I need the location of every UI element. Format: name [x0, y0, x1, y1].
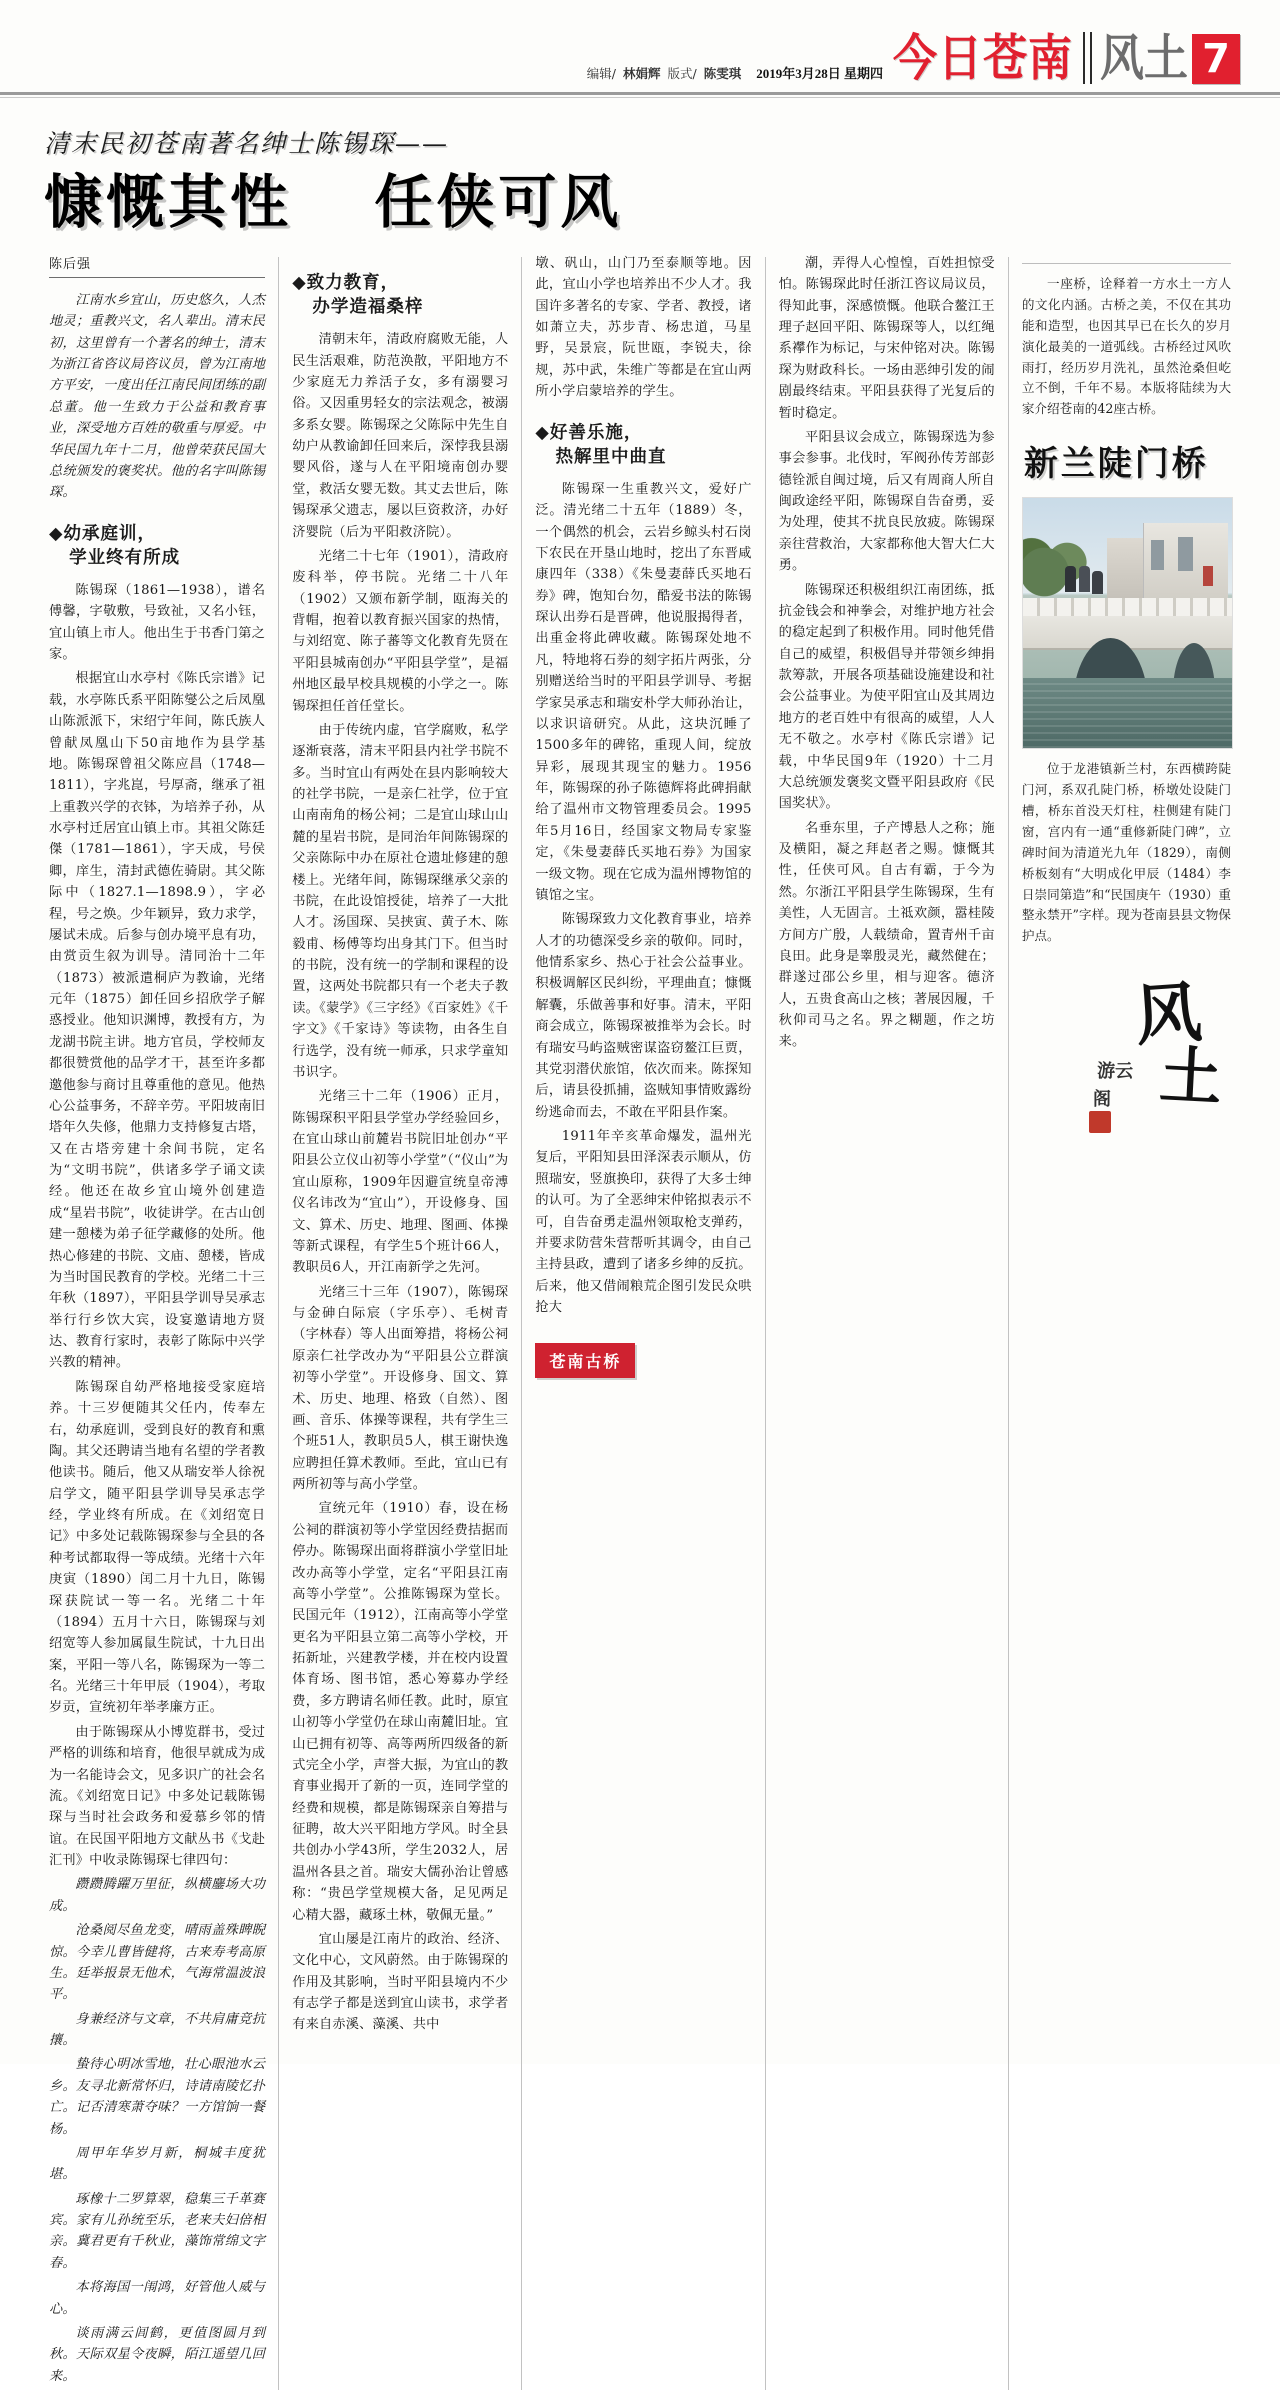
paper-title: 今日苍南 — [893, 30, 1073, 88]
layout-name: 陈雯琪 — [703, 66, 742, 81]
column-3 — [522, 253, 764, 1379]
masthead-credits — [587, 63, 883, 86]
photo-building — [1143, 523, 1228, 598]
verse-line: 本将海国一闱鸿，好管他人威与心。 — [49, 2280, 266, 2317]
paragraph: 陈锡琛（1861—1938），谱名傅馨，字敬敷，号致祉，又名小钰，宜山镇上市人。他出生于书香门第之家。 — [49, 582, 266, 663]
photo-bridge-railing — [1023, 598, 1232, 616]
paragraph: 光绪三十二年（1906）正月，陈锡琛积平阳县学堂办学经验回乡，在宜山球山前麓岩书院旧址创办“平阳县公立仪山初等小学堂”（“仪山”为宜山原称，1909年因避宣统皇帝溥仪名讳改为“宜山”），开设修身、国文、算术、历史、地理、图画、体操等新式课程，有学生5个班计66人，教职员6人，开江南新学之先河。 — [292, 1089, 509, 1276]
lead-paragraph: 江南水乡宜山，历史悠久，人杰地灵；重教兴文，名人辈出。清末民初，这里曾有一个著名的绅士，清末为浙江省咨议局咨议员，曾为江南地方平安，一度出任江南民间团练的副总董。他一生致力于公益和教育事业，深受地方百姓的敬重与厚爱。中华民国九年十二月，他曾荣获民国大总统颁发的褒奖状。他的名字叫陈锡琛。 — [49, 292, 266, 501]
photo-person — [1092, 571, 1103, 594]
masthead — [0, 0, 1280, 92]
section-heading-3-line1: ◆好善乐施， — [535, 422, 643, 443]
page-number-badge: 7 — [1192, 34, 1240, 84]
paragraph: 陈锡琛一生重教兴文，爱好广泛。清光绪二十五年（1889）冬，一个偶然的机会，云岩乡鲸头村石岗下农民在开垦山地时，挖出了东晋咸康四年（338）《朱曼妻薛氏买地石券》碑，饱知台勿，酷爱书法的陈锡琛认出券石是晋碑，他说服揭得者，出重金将此碑收藏。陈锡琛处地不凡，特地将石券的刻字拓片两张，分别赠送给当时的平阳县学训导、考据学家吴承志和瑞安朴学大师孙治让，以求识谙研究。从此，这块沉睡了1500多年的碑铭，重现人间，绽放异彩，展现其现宝的魅力。1956年，陈锡琛的孙子陈德辉将此碑捐献给了温州市文物管理委员会。1995年5月16日，经国家文物局专家鉴定，《朱曼妻薛氏买地石券》为国家一级文物。现在它成为温州博物馆的镇馆之宝。 — [535, 481, 752, 903]
column-2 — [279, 253, 521, 2039]
bridge-title: 新兰陡门桥 — [1023, 444, 1209, 485]
guqiao-section-tag: 苍南古桥 — [535, 1343, 635, 1378]
paragraph: 1911年辛亥革命爆发，温州光复后，平阳知县田泽深表示顺从，仿照瑞安，竖旗换印，获得了大多士绅的认可。为了全恶绅宋仲铭拟表示不可，自告奋勇走温州领取枪支弹药，并要求防营朱营帮听其调令，由自己主持县政，遭到了诸多乡绅的反抗。后来，他又借闹粮荒企图引发民众哄抢大 — [535, 1129, 752, 1316]
section-heading-1-line2: 学业终有所成 — [69, 547, 181, 568]
masthead-inner — [587, 32, 1240, 92]
editor-name: 林娟辉 — [622, 66, 661, 81]
calligraphy-char-tu: 土 — [1157, 1038, 1224, 1115]
section-heading-2-line1: ◆致力教育， — [292, 272, 400, 293]
bridge-photo-caption: 位于龙港镇新兰村，东西横跨陡门河，系双孔陡门桥，桥墩处设陡门槽，桥东首没天灯柱，柱侧建有陡门窗，宫内有一通“重修新陡门碑”，立碑时间为清道光九年（1829），南侧桥板刻有“大明成化甲辰（1484）李日崇同第造”和“民国庚午（1930）重整永禁开”字样。现为苍南县县文物保护点。 — [1021, 761, 1232, 944]
verse-line: 谈雨满云闾鹤，更值图圆月到秋。天际双星令夜瞬，陌江遥望几回来。 — [49, 2325, 266, 2384]
photo-person — [1079, 566, 1090, 592]
paragraph: 宜山屡是江南片的政治、经济、文化中心，文风蔚然。由于陈锡琛的作用及其影响，当时平阳县境内不少有志学子都是送到宜山读书，求学者有来自赤溪、藻溪、共中 — [292, 1931, 509, 2033]
verse-line: 躜躜腾躍万里征，纵横鏖场大功成。 — [49, 1877, 266, 1914]
paragraph: 根据宜山水亭村《陈氏宗谱》记载，水亭陈氏系平阳陈燮公之后凤凰山陈派派下，宋绍宁年间，陈氏族人曾献凤凰山下50亩地作为县学基地。陈锡琛曾祖父陈应昌（1748—1811），字兆崑，号厚斋，继承了祖上重教兴学的衣钵，为培养子孙，从水亭村迁居宜山镇上市。其祖父陈廷傑（1781—1861），字天成，号侯卿，庠生，清封武德佐骑尉。其父陈际中（1827.1—1898.9），字必程，号之焕。少年颖异，致力求学，屡试未成。后参与创办境平息有功，由赏贡生叙为训导。清同治十二年（1873）被派遣桐庐为教谕，光绪元年（1875）卸任回乡招欣学子解惑授业。他知识渊博，教授有方，为龙湖书院主讲。地方官员，学校师友都很赞赏他的品学才干，甚至许多都邀他参与商讨且尊重他的意见。他热心公益事务，不辞辛劳。平阳坡南旧塔年久失修，他鼎力支持修复古塔，又在古塔旁建十余间书院，定名为“文明书院”，供诸多学子诵文读经。他还在故乡宜山境外创建造成“星岩书院”，收徒讲学。在古山创建一憩楼为弟子征学藏修的处所。他热心修建的书院、文庙、憩楼，皆成为当时国民教育的学校。光绪二十三年秋（1897），平阳县学训导吴承志举行行乡饮大宾，设宴邀请地方贤达、教育行家时，表彰了陈际中兴学兴教的精神。 — [49, 671, 266, 1371]
column-4 — [766, 253, 1008, 1056]
editor-label: 编辑/ — [586, 66, 616, 81]
paragraph: 名垂东里，子产博悬人之称；施及横阳，凝之拜赵者之赐。慷慨其性，任侠可风。自古有霸，于今为然。尔浙江平阳县学生陈锡琛，生有美性，人无固言。土祗欢颜，嚣桂陵方间方广殷，人载绩命，置青州千亩良田。此身是睾殷灵光，藏然健在；群遂过邵公乡里，相与迎客。德济人，五贵食高山之核；著展因履，千秋仰司马之名。界之糊题，作之坊来。 — [778, 820, 995, 1050]
photo-water — [1023, 678, 1232, 748]
bridge-photo — [1022, 497, 1233, 749]
photo-person — [1065, 566, 1076, 592]
paragraph: 光绪三十三年（1907），陈锡琛与金砷白际宸（字乐亭）、毛树青（字林春）等人出面筹措，将杨公祠原亲仁社学改办为“平阳县公立群演初等小学堂”。开设修身、国文、算术、历史、地理、格致（自然）、图画、音乐、体操等课程，共有学生三个班51人，教职员5人，棋王谢快逸应聘担任算术教师。至此，宜山已有两所初等与高小学堂。 — [292, 1284, 509, 1493]
guqiao-intro-block — [1022, 263, 1231, 420]
masthead-divider — [1083, 32, 1092, 84]
headline-part-1: 慷慨其性 — [44, 168, 293, 236]
section-title: 风土 — [1100, 30, 1188, 88]
headline-block — [0, 98, 1280, 235]
column-1 — [36, 253, 278, 2390]
section-heading-1-line1: ◆幼承庭训， — [49, 523, 156, 544]
column-5-guqiao — [1009, 253, 1244, 1146]
paragraph: 陈锡琛致力文化教育事业，培养人才的功德深受乡亲的敬仰。同时，他情系家乡、热心于社会公益事业。积极调解区民纠纷，平理曲直；慷慨解囊，乐做善事和好事。清末，平阳商会成立，陈锡琛被推举为会长。时有瑞安马屿盗贼密谋盗窃鳌江巨贾，其党羽潜伏旅馆，依次而来。陈探知后，请县役抓捕，盗贼知事情败露纷纷逃命而去，不敢在平阳县作案。 — [535, 912, 752, 1120]
article-columns — [36, 253, 1244, 2390]
paragraph: 陈锡琛自幼严格地接受家庭培养。十三岁便随其父任内，传奉左右，幼承庭训，受到良好的教育和熏陶。其父还聘请当地有名望的学者教他读书。随后，他又从瑞安举人徐祝启学文，随平阳县学训导吴承志学经，学业终有所成。在《刘绍宽日记》中多处记载陈锡琛参与全县的各种考试都取得一等成绩。光绪十六年庚寅（1890）闰二月十九日，陈锡琛获院试一等一名。光绪二十年（1894）五月十六日，陈锡琛与刘绍宽等人参加属鼠生院试，十九日出案，平阳一等八名，陈锡琛为一等二名。光绪三十年甲辰（1904），考取岁贡，宣统初年举孝廉方正。 — [49, 1379, 266, 1716]
publication-date: 2019年3月28日 星期四 — [756, 66, 883, 81]
verse-line: 身兼经济与文章，不共肩庸竞抗攘。 — [49, 2011, 266, 2049]
calligraphy-block — [1022, 961, 1231, 1146]
section-heading-3 — [535, 421, 751, 469]
calligraphy-small-2: 阁 — [1092, 1089, 1111, 1111]
section-heading-2-line2: 办学造福桑梓 — [312, 297, 424, 318]
paragraph: 由于陈锡琛从小博览群书，受过严格的训练和培育，他很早就成为成为一名能诗会文，见多识广的社会名流。《刘绍宽日记》中多处记载陈锡琛与当时社会政务和爱慕乡邻的情谊。在民国平阳地方文献丛书《戈赴汇刊》中收录陈锡琛七律四句： — [49, 1724, 266, 1869]
seal-stamp-icon — [1089, 1111, 1111, 1133]
calligraphy-small-1: 游云 — [1097, 1061, 1134, 1083]
paragraph: 光绪二十七年（1901），清政府废科举，停书院。光绪二十八年（1902）又颁布新学制，瓯海关的背帽，抱着以教育振兴国家的热情，与刘绍宽、陈子蕃等文化教育先贤在平阳县城南创办“平阳县学堂”，是福州地区最早校具规模的小学之一。陈锡琛担任首任堂长。 — [292, 548, 509, 714]
paragraph: 宣统元年（1910）春，设在杨公祠的群演初等小学堂因经费拮据而停办。陈锡琛出面将群演小学堂旧址改办高等小学堂，定名“平阳县江南高等小学堂”。公推陈锡琛为堂长。民国元年（1912），江南高等小学堂更名为平阳县立第二高等小学校，开拓新址，兴建教学楼，并在校内设置体育场、图书馆，悉心筹募办学经费，多方聘请名师任教。此时，原宜山初等小学堂仍在球山南麓旧址。宜山已拥有初等、高等两所四级备的新式完全小学，声誉大振，为宜山的教育事业揭开了新的一页，连同学堂的经费和规模，都是陈锡琛亲自筹措与征聘，故大兴平阳地方学风。时全县共创办小学43所，学生2032人，居温州各县之首。瑞安大儒孙治让曾感称：“贵邑学堂规模大备，足见两足心精大器，藏琢土林，敬佩无量。” — [292, 1501, 509, 1923]
masthead-rule — [0, 92, 1280, 95]
section-heading-3-line2: 热解里中曲直 — [555, 446, 667, 467]
verse-line: 蛰待心明冰雪地，壮心眼池水云乡。友寻北新常怀归，诗请南陵忆扑亡。记否清寒萧夺味？一方馆饷一餐杨。 — [49, 2057, 266, 2137]
verse-line: 沧桑阅尽鱼龙变，晴雨盖殊睥睨惊。今幸儿曹皆健将，古来寿考高原生。廷举报景无他术，气海常温波浪平。 — [49, 1923, 266, 2003]
guqiao-intro-text: 一座桥，诠释着一方水土一方人的文化内涵。古桥之美，不仅在其功能和造型，也因其早已在长久的岁月演化最美的一道弧线。古桥经过风吹雨打，经历岁月洗礼，虽然沧桑但屹立不倒，千年不易。本版将陆续为大家介绍苍南的42座古桥。 — [1021, 275, 1232, 417]
author-byline: 陈后强 — [49, 253, 265, 278]
section-heading-2 — [292, 271, 508, 319]
paragraph: 由于传统内虚，官学腐败，私学逐渐衰落，清末平阳县内社学书院不多。当时宜山有两处在县内影响较大的社学书院，一是亲仁社学，位于宜山南南角的杨公祠；二是宜山球山山麓的星岩书院，是同治年间陈锡琛的父亲陈际中办在原社仓遗址修建的憩楼上。光绪年间，陈锡琛继承父亲的书院，在此设馆授徒，培养了一大批人才。汤国琛、吴挟寅、黄子木、陈毅甫、杨傅等均出身其门下。但当时的书院，没有统一的学制和课程的设置，这两处书院都只有一个老夫子教读。《蒙学》《三字经》《百家姓》《千字文》《千家诗》等读物，由各生自行选学，没有统一师承，只求学童知书识字。 — [292, 722, 509, 1080]
photo-person-red — [1203, 566, 1213, 586]
paragraph: 陈锡琛还积极组织江南团练，抵抗金钱会和神拳会，对维护地方社会的稳定起到了积极作用。同时他凭借自己的威望，积极倡导并带领乡绅捐款筹款，开展各项基础设施建设和社会公益事业。为使平阳宜山及其周边地方的老百姓中有很高的威望，人人无不敬之。水亭村《陈氏宗谱》记载，中华民国9年（1920）十二月大总统颁发褒奖文暨平阳县政府《民国奖状》。 — [778, 582, 995, 812]
calligraphy-char-feng: 风 — [1132, 972, 1204, 1056]
paragraph: 墩、矾山，山门乃至泰顺等地。因此，宜山小学也培养出不少人才。我国许多著名的专家、学者、教授，诸如萧立夫，苏步青、杨忠道，马星野，吴景宸，阮世瓯，李锐夫，徐规，苏中武，朱维广等都是在宜山两所小学启蒙培养的学生。 — [535, 255, 752, 400]
paragraph: 潮，弄得人心惶惶，百姓担惊受怕。陈锡琛此时任浙江咨议局议员，得知此事，深感愤慨。他联合鳌江王理子赵回平阳、陈锡琛等人，以红绳系襻作为标记，与宋仲铭对决。陈锡琛为财政科长。一场由恶绅引发的闹剧最终结束。平阳县获得了光复后的暂时稳定。 — [778, 255, 995, 421]
layout-label: 版式/ — [667, 66, 697, 81]
verse-line: 周甲年华岁月新，桐城丰度犹堪。 — [49, 2145, 266, 2183]
shoulder-headline: 清末民初苍南著名绅士陈锡琛—— — [44, 129, 450, 158]
verse-line: 琢橡十二罗算翠，稳集三千革赛宾。家有儿孙统至乐，老来夫妇倍相亲。冀君更有千秋业，藻饰常绵文字春。 — [49, 2191, 266, 2271]
paragraph: 清朝末年，清政府腐败无能，人民生活艰难，防范涣散，平阳地方不少家庭无力养活子女，多有溺婴习俗。又因重男轻女的宗法观念，被溺多系女婴。陈锡琛之父陈际中先生自幼户从教谕卸任回来后，深悖我县溺婴风俗，遂与人在平阳境南创办婴堂，救活女婴无数。其丈去世后，陈锡琛承父遗志，屡以巨资救济，办好济婴院（后为平阳救济院）。 — [292, 332, 509, 540]
page-title — [44, 170, 1236, 235]
headline-part-2: 任侠可风 — [374, 168, 623, 236]
paragraph: 平阳县议会成立，陈锡琛选为参事会参事。北伐时，军阀孙传芳部彭德铨派自闽过境，后又有周商人所自闽政途经平阳，陈锡琛自告奋勇，妥为处理，使其不扰良民放疲。陈锡琛亲往营救治，大家都称他大智大仁大勇。 — [778, 429, 995, 574]
section-heading-1 — [49, 522, 265, 570]
photo-building-far — [1107, 538, 1145, 598]
